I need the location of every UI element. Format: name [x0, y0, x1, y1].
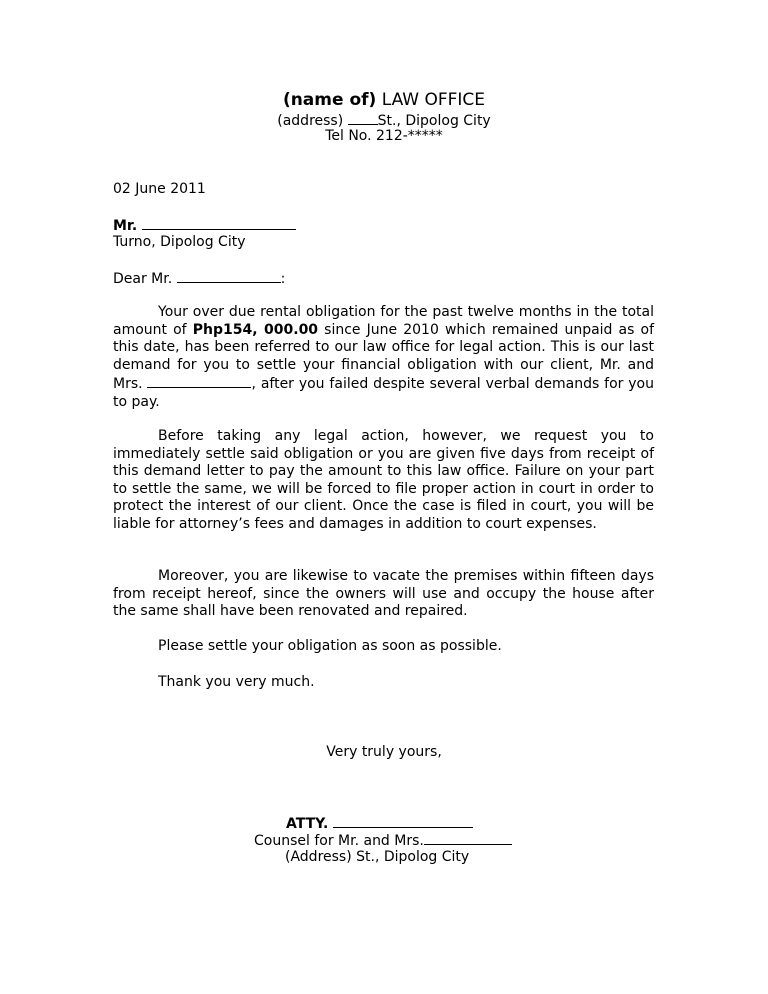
letterhead-tel: Tel No. 212-***** [325, 128, 443, 144]
letterhead-title [0, 90, 768, 110]
signature-counsel-line [254, 831, 512, 851]
counsel-client-blank [424, 831, 512, 845]
amount-due: Php154, 000.00 [192, 321, 319, 338]
p2-text: Before taking any legal action, however, we request you to immediately settle said obligation or you are given five days from receipt of this demand letter to pay the amount to this law office. Failure on your part to settle the same, we will be forced to file proper action in court in order to protect the interest of our client. Once the case is filed in court, you will be liable for attorney’s fees and damages in addition to court expenses. [113, 428, 654, 532]
address-rest: St., Dipolog City [377, 113, 491, 129]
closing: Very truly yours, [326, 744, 442, 760]
paragraph-3 [113, 568, 654, 621]
client-name-blank [147, 374, 251, 388]
paragraph-4 [113, 638, 654, 656]
p1-text-c: , after you failed despite several verbal demands for you to pay. [113, 376, 654, 410]
recipient-salutation: Mr. [113, 218, 138, 234]
greeting-prefix: Dear Mr. [113, 271, 173, 287]
p5-text: Thank you very much. [158, 674, 315, 690]
recipient-name-line [113, 216, 296, 236]
letter-date: 02 June 2011 [113, 181, 206, 197]
greeting [113, 269, 285, 289]
paragraph-2 [113, 428, 654, 533]
address-prefix: (address) [277, 113, 344, 129]
signature-counsel: Counsel for Mr. and Mrs. [254, 833, 424, 849]
signature-address: (Address) St., Dipolog City [285, 849, 470, 865]
paragraph-1 [113, 304, 654, 411]
atty-name-blank [333, 814, 473, 828]
letterhead-title-main: LAW OFFICE [381, 90, 486, 110]
greeting-suffix: : [280, 271, 286, 287]
signature-atty: ATTY. [286, 816, 329, 832]
recipient-location: Turno, Dipolog City [113, 234, 246, 250]
p1-text-a: Your over due rental obligation for the past twelve months in the total amount of [113, 304, 654, 338]
p4-text: Please settle your obligation as soon as possible. [158, 638, 502, 654]
recipient-name-blank [142, 216, 296, 230]
greeting-blank [177, 269, 281, 283]
paragraph-5 [113, 674, 654, 692]
p3-text: Moreover, you are likewise to vacate the premises within fifteen days from receipt hereof, since the owners will use and occupy the house after the same shall have been renovated and repaired. [113, 568, 654, 619]
address-blank [348, 111, 378, 125]
p1-text-b: since June 2010 which remained unpaid as of this date, has been referred to our law office for legal action. This is our last demand for you to settle your financial obligation with our client, Mr. and Mrs. [113, 321, 655, 392]
letterhead-title-prefix: (name of) [282, 90, 377, 110]
